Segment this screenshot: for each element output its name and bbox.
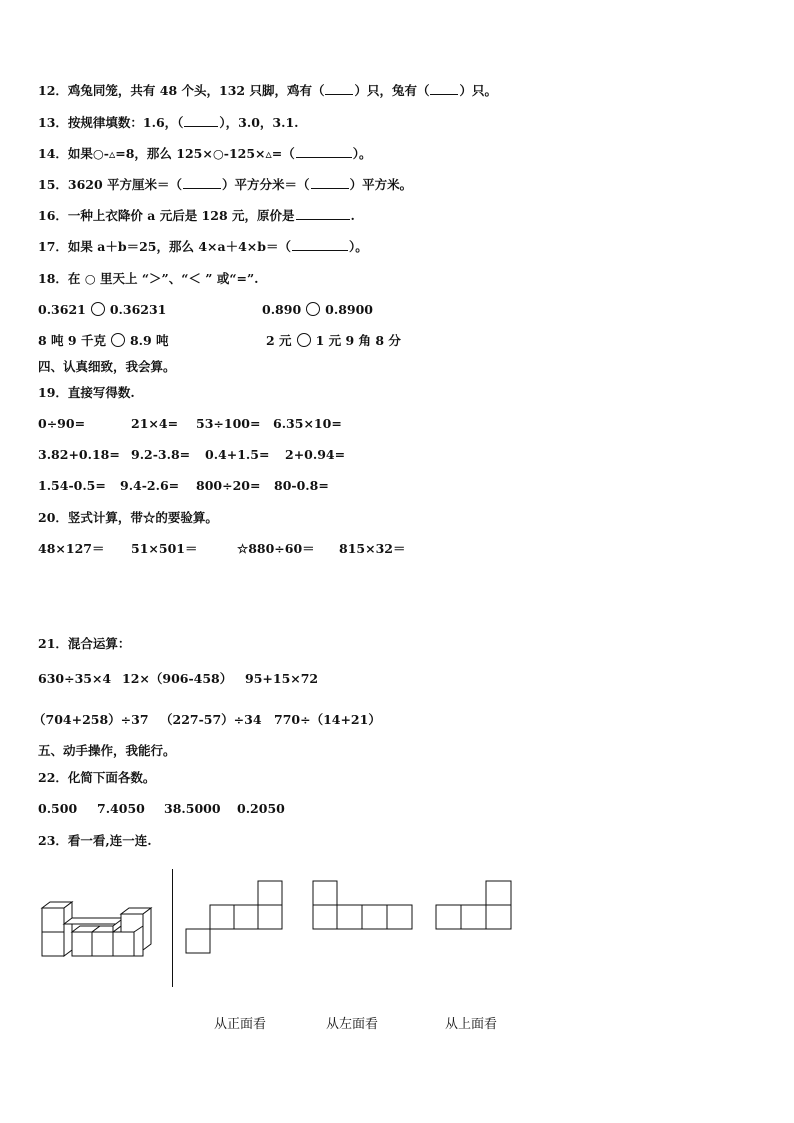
compare-circle[interactable]	[297, 333, 311, 347]
q13-blank[interactable]	[184, 115, 218, 127]
label-top-view: 从上面看	[445, 1017, 498, 1032]
q16-blank[interactable]	[296, 208, 350, 220]
compare-left: 2 元	[266, 333, 292, 348]
question-22: 22．化简下面各数。	[38, 770, 156, 785]
q12-text-c: ）只。	[459, 83, 497, 98]
q12-blank-chickens[interactable]	[325, 83, 353, 95]
mixed-calc-item: （704+258）÷37	[33, 712, 149, 727]
compare-left: 0.890	[262, 302, 302, 317]
q12-text-a: 12．鸡兔同笼，共有 48 个头，132 只脚，鸡有（	[38, 83, 325, 98]
compare-item	[262, 302, 373, 318]
section-5-heading: 五、动手操作，我能行。	[38, 743, 176, 758]
q15-text-b: ）平方分米＝（	[222, 177, 310, 192]
calc-item: 6.35×10=	[273, 416, 342, 431]
divider-line	[172, 869, 173, 987]
q15-text-c: ）平方米。	[349, 177, 413, 192]
q16-text-b: .	[350, 208, 355, 223]
question-23: 23．看一看,连一连.	[38, 833, 152, 848]
label-front-view: 从正面看	[214, 1017, 267, 1032]
q17-text-b: ）。	[349, 239, 368, 254]
q14-text-b: ）。	[352, 146, 372, 161]
compare-left: 0.3621	[38, 302, 86, 317]
compare-right: 8.9 吨	[129, 333, 169, 348]
mixed-calc-item: 12×（906-458）	[122, 671, 233, 686]
compare-right: 0.8900	[325, 302, 373, 317]
question-19: 19．直接写得数.	[38, 385, 135, 400]
compare-left: 8 吨 9 千克	[38, 333, 106, 348]
compare-item	[38, 302, 166, 318]
q16-text-a: 16．一种上衣降价 a 元后是 128 元，原价是	[38, 208, 295, 223]
view-figure-a	[182, 880, 284, 958]
calc-item: 800÷20=	[196, 478, 261, 493]
vertical-calc-item: 51×501＝	[131, 541, 198, 556]
q14-blank[interactable]	[296, 146, 352, 158]
q15-text-a: 15．3620 平方厘米＝（	[38, 177, 183, 192]
q12-blank-rabbits[interactable]	[430, 83, 458, 95]
compare-circle[interactable]	[111, 333, 125, 347]
calc-item: 80-0.8=	[274, 478, 329, 493]
simplify-item: 0.2050	[237, 801, 285, 816]
calc-item: 9.2-3.8=	[131, 447, 191, 462]
calc-item: 1.54-0.5=	[38, 478, 106, 493]
compare-circle[interactable]	[91, 302, 105, 316]
calc-item: 2+0.94=	[285, 447, 346, 462]
question-20: 20．竖式计算，带☆的要验算。	[38, 510, 218, 525]
compare-right: 0.36231	[109, 302, 167, 317]
calc-item: 21×4=	[131, 416, 179, 431]
simplify-item: 0.500	[38, 801, 78, 816]
calc-item: 3.82+0.18=	[38, 447, 120, 462]
q14-text-a: 14．如果○-▵=8，那么 125×○-125×▵=（	[38, 146, 295, 161]
view-figure-c	[435, 880, 515, 934]
question-14	[38, 146, 372, 162]
calc-item: 0.4+1.5=	[205, 447, 270, 462]
question-21: 21．混合运算：	[38, 636, 131, 651]
calc-item: 0÷90=	[38, 416, 86, 431]
q12-text-b: ）只，兔有（	[354, 83, 430, 98]
question-17	[38, 239, 368, 255]
compare-right: 1 元 9 角 8 分	[315, 333, 401, 348]
question-16	[38, 208, 355, 224]
vertical-calc-item: 48×127＝	[38, 541, 105, 556]
mixed-calc-item: （227-57）÷34	[160, 712, 262, 727]
view-figure-b	[312, 880, 414, 934]
mixed-calc-item: 630÷35×4	[38, 671, 112, 686]
q17-blank[interactable]	[292, 239, 348, 251]
compare-item	[266, 333, 401, 349]
question-15	[38, 177, 412, 193]
cube-stack-figure	[36, 900, 158, 960]
calc-item: 53÷100=	[196, 416, 261, 431]
question-12	[38, 83, 497, 99]
question-18: 18．在 ○ 里天上 “＞”、“＜ ” 或“=”.	[38, 271, 259, 286]
mixed-calc-item: 95+15×72	[245, 671, 319, 686]
compare-circle[interactable]	[306, 302, 320, 316]
q17-text-a: 17．如果 a＋b＝25，那么 4×a＋4×b＝（	[38, 239, 292, 254]
label-left-view: 从左面看	[326, 1017, 379, 1032]
question-13	[38, 115, 299, 131]
q15-blank-dm2[interactable]	[183, 177, 221, 189]
calc-item: 9.4-2.6=	[120, 478, 180, 493]
q13-text-b: ），3.0，3.1.	[219, 115, 299, 130]
vertical-calc-item: ☆880÷60＝	[237, 541, 315, 556]
compare-item	[38, 333, 169, 349]
simplify-item: 38.5000	[164, 801, 221, 816]
vertical-calc-item: 815×32＝	[339, 541, 406, 556]
section-4-heading: 四、认真细致，我会算。	[38, 359, 176, 374]
simplify-item: 7.4050	[97, 801, 145, 816]
mixed-calc-item: 770÷（14+21）	[274, 712, 381, 727]
q15-blank-m2[interactable]	[311, 177, 349, 189]
q13-text-a: 13．按规律填数：1.6，（	[38, 115, 184, 130]
